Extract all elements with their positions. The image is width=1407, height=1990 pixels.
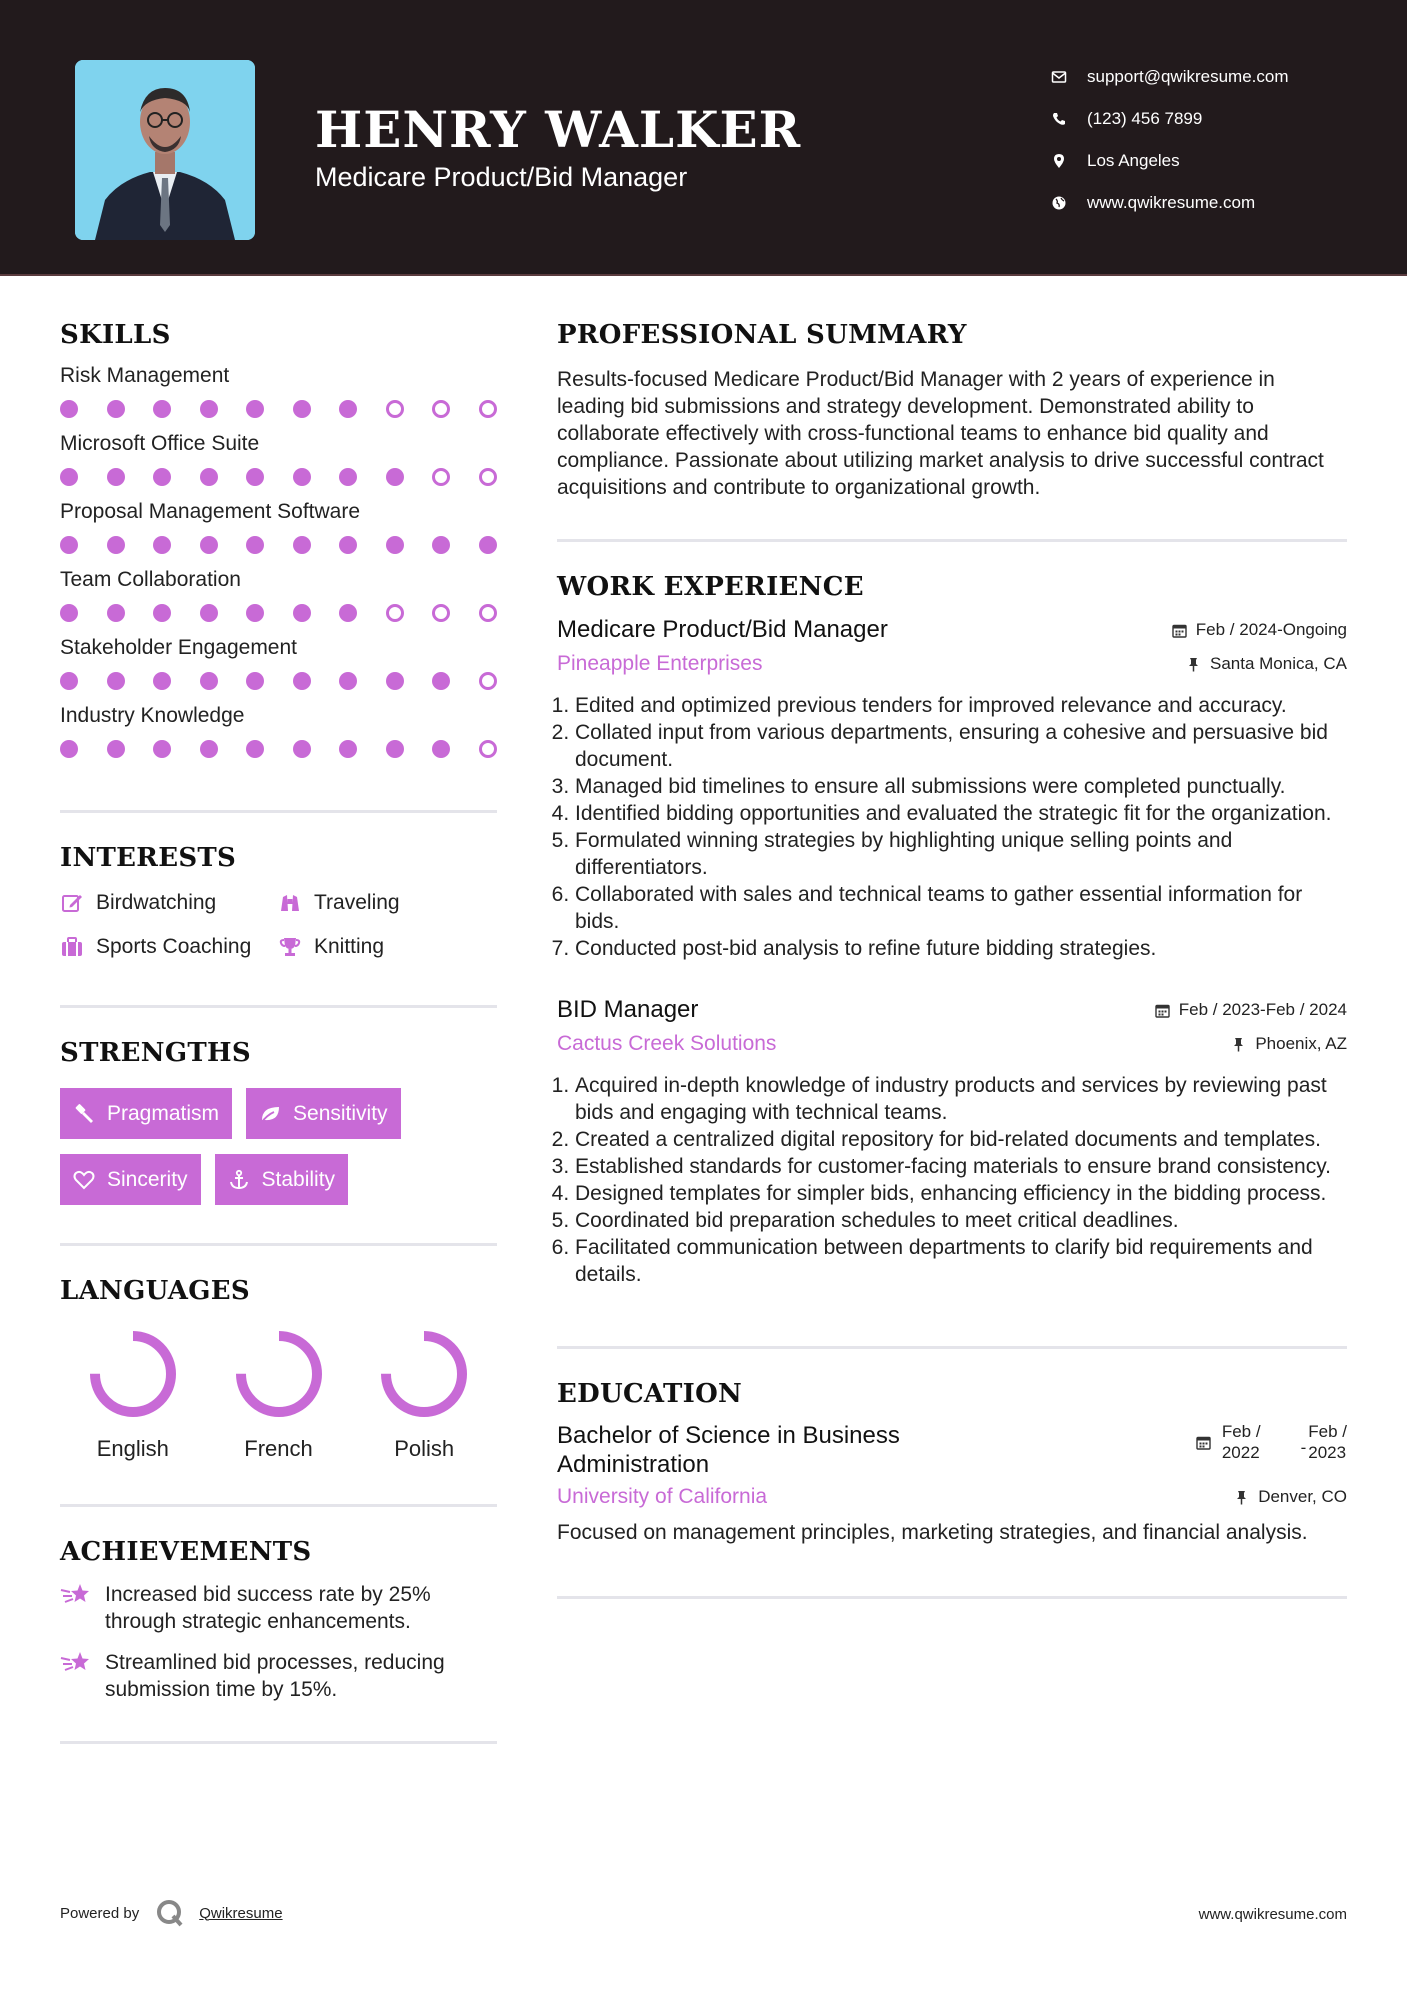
skill-name: Microsoft Office Suite <box>60 432 260 455</box>
job-bullet: 5. Formulated winning strategies by highlighting unique selling points and differentiators. <box>575 827 1347 881</box>
education-heading: EDUCATION <box>557 1379 743 1409</box>
education-start <box>1222 1421 1261 1463</box>
trophy-icon <box>278 935 302 959</box>
contact-website-text: www.qwikresume.com <box>1087 193 1256 212</box>
briefcase-icon <box>60 935 84 959</box>
interest-label: Knitting <box>314 935 385 958</box>
rating-dot-empty <box>432 604 450 622</box>
education-dates <box>1196 1421 1347 1463</box>
education-start-month: Feb / <box>1221 1422 1261 1441</box>
skill-item <box>60 636 497 690</box>
language-ring <box>378 1328 470 1420</box>
language-item <box>206 1328 352 1462</box>
rating-dot-empty <box>479 604 497 622</box>
rating-dot-filled <box>60 468 78 486</box>
phone-icon <box>1050 111 1067 128</box>
section-divider <box>60 810 497 813</box>
rating-dot-filled <box>432 672 450 690</box>
rating-dot-filled <box>107 468 125 486</box>
interest-label: Traveling <box>314 891 400 914</box>
rating-dot-filled <box>293 604 311 622</box>
skill-rating <box>60 400 497 418</box>
job-location <box>1231 1034 1347 1054</box>
rating-dot-filled <box>153 604 171 622</box>
section-divider <box>557 1596 1347 1599</box>
education-subheader <box>557 1485 1347 1509</box>
education-header <box>557 1421 1347 1479</box>
summary-heading: PROFESSIONAL SUMMARY <box>557 320 967 350</box>
rating-dot-filled <box>246 672 264 690</box>
strength-label: Sensitivity <box>293 1101 388 1125</box>
skill-name: Risk Management <box>60 364 230 387</box>
job-role: Medicare Product/Bid Manager <box>557 616 888 643</box>
interest-label: Sports Coaching <box>96 935 252 958</box>
job-bullet: 6. Collaborated with sales and technical teams to gather essential information for bids. <box>575 881 1347 935</box>
rating-dot-filled <box>153 672 171 690</box>
education-start-year: 2022 <box>1221 1443 1260 1462</box>
envelope-icon <box>1050 69 1067 86</box>
rating-dot-filled <box>107 672 125 690</box>
rating-dot-empty <box>432 400 450 418</box>
rating-dot-filled <box>60 400 78 418</box>
rating-dot-filled <box>107 604 125 622</box>
rating-dot-filled <box>432 536 450 554</box>
rating-dot-filled <box>246 468 264 486</box>
language-ring <box>233 1328 325 1420</box>
rating-dot-empty <box>386 604 404 622</box>
job-subheader <box>557 652 1347 676</box>
skill-item <box>60 364 497 418</box>
rating-dot-empty <box>479 740 497 758</box>
gavel-icon <box>73 1103 95 1125</box>
section-divider <box>557 539 1347 542</box>
job-bullet: 2. Collated input from various departments, ensuring a cohesive and persuasive bid document. <box>575 719 1347 773</box>
anchor-icon <box>228 1169 250 1191</box>
job-entry <box>557 996 1347 1288</box>
skill-rating <box>60 740 497 758</box>
shooting-star-icon <box>60 1649 92 1675</box>
language-name: English <box>96 1436 169 1461</box>
job-bullets <box>557 1072 1347 1288</box>
degree-name: Bachelor of Science in Business Administration <box>557 1422 900 1478</box>
skill-item <box>60 432 497 486</box>
contact-website[interactable] <box>1050 182 1289 224</box>
rating-dot-filled <box>200 400 218 418</box>
company-name: Cactus Creek Solutions <box>557 1032 777 1055</box>
education-date-dash: - <box>1300 1438 1307 1457</box>
contact-email[interactable] <box>1050 56 1289 98</box>
contact-location-text: Los Angeles <box>1087 151 1180 170</box>
language-level-arc <box>386 1336 462 1412</box>
calendar-icon <box>1196 1435 1211 1450</box>
leaf-icon <box>259 1103 281 1125</box>
calendar-icon <box>1155 1003 1170 1018</box>
rating-dot-filled <box>200 468 218 486</box>
language-item <box>60 1328 206 1462</box>
section-divider <box>60 1504 497 1507</box>
strength-badge <box>60 1088 232 1139</box>
achievements-heading: ACHIEVEMENTS <box>60 1537 312 1567</box>
skill-rating <box>60 604 497 622</box>
interest-item <box>60 891 278 915</box>
strength-label: Pragmatism <box>107 1101 220 1125</box>
rating-dot-empty <box>479 400 497 418</box>
rating-dot-filled <box>60 672 78 690</box>
job-bullets <box>557 692 1347 962</box>
experience-heading: WORK EXPERIENCE <box>557 572 864 602</box>
rating-dot-filled <box>386 740 404 758</box>
rating-dot-empty <box>386 400 404 418</box>
job-dates-text: Feb / 2024-Ongoing <box>1195 620 1347 639</box>
job-dates <box>1155 1000 1347 1020</box>
rating-dot-filled <box>339 672 357 690</box>
rating-dot-filled <box>60 604 78 622</box>
skill-name: Team Collaboration <box>60 568 241 591</box>
rating-dot-filled <box>293 536 311 554</box>
job-bullet: 3. Managed bid timelines to ensure all submissions were completed punctually. <box>575 773 1347 800</box>
rating-dot-filled <box>200 604 218 622</box>
skill-rating <box>60 672 497 690</box>
rating-dot-filled <box>246 604 264 622</box>
job-bullet: 5. Coordinated bid preparation schedules to meet critical deadlines. <box>575 1207 1347 1234</box>
job-bullet: 7. Conducted post-bid analysis to refine future bidding strategies. <box>575 935 1347 962</box>
job-location <box>1186 654 1347 674</box>
interests-heading: INTERESTS <box>60 843 237 873</box>
job-location-text: Phoenix, AZ <box>1255 1034 1347 1053</box>
rating-dot-filled <box>386 468 404 486</box>
job-dates-text: Feb / 2023-Feb / 2024 <box>1178 1000 1347 1019</box>
interest-item <box>60 935 278 959</box>
rating-dot-filled <box>200 740 218 758</box>
rating-dot-filled <box>246 400 264 418</box>
rating-dot-filled <box>246 536 264 554</box>
strength-label: Stability <box>261 1167 336 1191</box>
job-bullet: 6. Facilitated communication between departments to clarify bid requirements and details. <box>575 1234 1347 1288</box>
skills-heading: SKILLS <box>60 320 171 350</box>
job-subheader <box>557 1032 1347 1056</box>
strength-badge <box>215 1154 349 1205</box>
resume-header <box>0 0 1407 276</box>
rating-dot-filled <box>479 536 497 554</box>
achievements-list <box>60 1581 497 1703</box>
language-ring <box>87 1328 179 1420</box>
powered-by-label: Powered by <box>60 1904 140 1922</box>
interest-label: Birdwatching <box>96 891 217 914</box>
rating-dot-filled <box>339 604 357 622</box>
language-level-arc <box>241 1336 317 1412</box>
job-bullet: 1. Edited and optimized previous tenders for improved relevance and accuracy. <box>575 692 1347 719</box>
contact-list <box>1050 56 1289 224</box>
language-name: Polish <box>394 1436 455 1461</box>
interest-item <box>278 935 498 959</box>
education-entry <box>557 1421 1347 1546</box>
qwikresume-link[interactable]: Qwikresume <box>199 1904 283 1922</box>
section-divider <box>557 1346 1347 1349</box>
strength-badge <box>60 1154 201 1205</box>
left-column <box>60 320 497 1744</box>
rating-dot-filled <box>200 536 218 554</box>
job-bullet: 4. Identified bidding opportunities and evaluated the strategic fit for the organization. <box>575 800 1347 827</box>
education-end-year: 2023 <box>1308 1443 1347 1462</box>
contact-phone-text: (123) 456 7899 <box>1087 109 1203 128</box>
rating-dot-filled <box>107 400 125 418</box>
rating-dot-filled <box>200 672 218 690</box>
rating-dot-filled <box>386 536 404 554</box>
rating-dot-filled <box>293 468 311 486</box>
strength-badge <box>246 1088 401 1139</box>
rating-dot-filled <box>293 740 311 758</box>
contact-location <box>1050 140 1289 182</box>
qwikresume-logo-icon <box>155 1898 185 1928</box>
section-divider <box>60 1005 497 1008</box>
rating-dot-filled <box>339 740 357 758</box>
rating-dot-empty <box>432 468 450 486</box>
interest-item <box>278 891 498 915</box>
education-description: Focused on management principles, marketing strategies, and financial analysis. <box>557 1521 1308 1544</box>
job-bullet: 2. Created a centralized digital repository for bid-related documents and templates. <box>575 1126 1347 1153</box>
job-role: BID Manager <box>557 996 699 1023</box>
candidate-name: HENRY WALKER <box>315 100 802 159</box>
right-column <box>557 320 1347 1599</box>
pencil-icon <box>60 891 84 915</box>
school-name: University of California <box>557 1485 768 1508</box>
section-divider <box>60 1741 497 1744</box>
globe-icon <box>1050 195 1067 212</box>
job-bullet: 3. Established standards for customer-facing materials to ensure brand consistency. <box>575 1153 1347 1180</box>
language-level-arc <box>95 1336 171 1412</box>
language-item <box>351 1328 497 1462</box>
skill-item <box>60 500 497 554</box>
interests-list <box>60 891 497 959</box>
job-entry <box>557 616 1347 962</box>
company-name: Pineapple Enterprises <box>557 652 763 675</box>
rating-dot-filled <box>386 672 404 690</box>
rating-dot-filled <box>246 740 264 758</box>
languages-heading: LANGUAGES <box>60 1276 250 1306</box>
shooting-star-icon <box>60 1581 92 1607</box>
job-header <box>557 996 1347 1024</box>
achievement-item <box>60 1649 497 1703</box>
skill-name: Industry Knowledge <box>60 704 245 727</box>
job-location-text: Santa Monica, CA <box>1209 654 1347 673</box>
rating-dot-filled <box>339 468 357 486</box>
rating-dot-empty <box>479 672 497 690</box>
rating-dot-filled <box>60 536 78 554</box>
education-location-text: Denver, CO <box>1258 1487 1347 1506</box>
candidate-title: Medicare Product/Bid Manager <box>315 162 688 192</box>
strengths-list <box>60 1088 497 1205</box>
achievement-text: Streamlined bid processes, reducing submission time by 15%. <box>105 1651 445 1701</box>
profile-photo <box>75 60 255 240</box>
achievement-text: Increased bid success rate by 25% through strategic enhancements. <box>105 1583 431 1633</box>
heart-icon <box>73 1169 95 1191</box>
pushpin-icon <box>1234 1490 1249 1505</box>
strength-label: Sincerity <box>107 1167 188 1191</box>
contact-phone[interactable] <box>1050 98 1289 140</box>
rating-dot-filled <box>153 400 171 418</box>
rating-dot-filled <box>60 740 78 758</box>
rating-dot-filled <box>339 536 357 554</box>
job-bullet: 4. Designed templates for simpler bids, enhancing efficiency in the bidding process. <box>575 1180 1347 1207</box>
skill-name: Proposal Management Software <box>60 500 360 523</box>
rating-dot-filled <box>153 468 171 486</box>
job-bullet: 1. Acquired in-depth knowledge of industry products and services by reviewing past bids and engaging with technical teams. <box>575 1072 1347 1126</box>
rating-dot-filled <box>432 740 450 758</box>
skill-rating <box>60 536 497 554</box>
education-end <box>1308 1421 1347 1463</box>
footer-powered-by <box>60 1898 283 1928</box>
summary-text: Results-focused Medicare Product/Bid Manager with 2 years of experience in leading bid submissions and strategy development. Demonstrated ability to collaborate effectively with cross-functional teams to enhance bid quality and compliance. Passionate about utilizing market analysis to drive successful contract acquisitions and contribute to organizational growth. <box>557 368 1324 499</box>
skill-name: Stakeholder Engagement <box>60 636 297 659</box>
rating-dot-filled <box>107 536 125 554</box>
contact-email-text: support@qwikresume.com <box>1087 67 1289 86</box>
skill-rating <box>60 468 497 486</box>
binoculars-icon <box>278 891 302 915</box>
pushpin-icon <box>1186 657 1201 672</box>
rating-dot-filled <box>339 400 357 418</box>
rating-dot-empty <box>479 468 497 486</box>
language-name: French <box>244 1436 313 1461</box>
map-pin-icon <box>1050 153 1067 170</box>
education-end-month: Feb / <box>1308 1422 1347 1441</box>
rating-dot-filled <box>153 536 171 554</box>
job-dates <box>1172 620 1347 640</box>
rating-dot-filled <box>293 672 311 690</box>
section-divider <box>60 1243 497 1246</box>
skill-item <box>60 704 497 758</box>
skill-item <box>60 568 497 622</box>
rating-dot-filled <box>153 740 171 758</box>
education-location <box>1234 1487 1347 1507</box>
strengths-heading: STRENGTHS <box>60 1038 251 1068</box>
rating-dot-filled <box>107 740 125 758</box>
footer-website[interactable]: www.qwikresume.com <box>1198 1906 1347 1923</box>
achievement-item <box>60 1581 497 1635</box>
job-header <box>557 616 1347 644</box>
languages-list <box>60 1328 497 1462</box>
pushpin-icon <box>1231 1037 1246 1052</box>
skills-list <box>60 364 497 758</box>
rating-dot-filled <box>293 400 311 418</box>
calendar-icon <box>1172 623 1187 638</box>
